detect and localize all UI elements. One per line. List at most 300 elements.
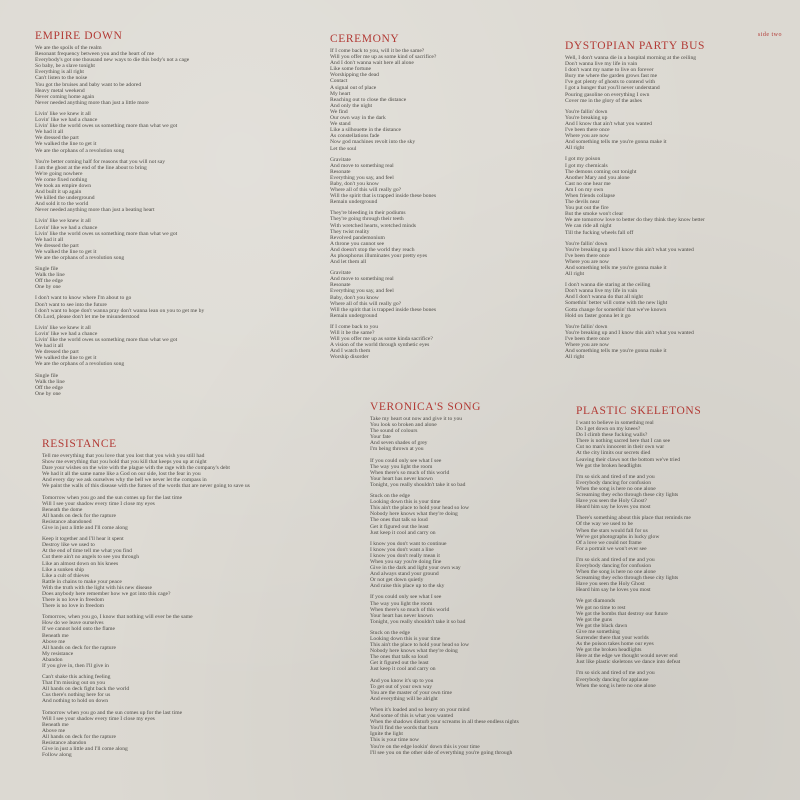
lyric-line: There is no love in freedom — [42, 603, 104, 610]
lyric-line: With wretched hearts, wretched minds — [330, 222, 416, 229]
lyric-line: That I'm missing out on you — [42, 680, 106, 687]
lyric-line: Can't shake this aching feeling — [42, 674, 111, 681]
lyric-line: The way you light the room — [370, 600, 433, 607]
lyric-line: And raise this place up to the sky — [370, 583, 445, 590]
lyric-line: We killed the underground — [35, 195, 95, 202]
lyric-line: And always stand your ground — [370, 571, 439, 578]
lyric-line: We paint the walls of this disease with the fumes of the words that are never going to save us — [42, 483, 250, 490]
lyric-line: Here at the edge we thought would never end — [576, 653, 678, 660]
lyrics-block — [565, 55, 785, 360]
lyric-line: Do I get down on my knees? — [576, 426, 641, 433]
lyric-line: I've been there once — [565, 335, 610, 342]
lyric-line: The sound of colours — [370, 428, 418, 435]
lyric-line: At the city limits our secrets died — [576, 450, 651, 457]
lyric-line: They're going through their teeth — [330, 216, 404, 223]
lyric-line: Tonight, you really shouldn't take it so bad — [370, 481, 466, 488]
lyric-line: All hands on deck for the rapture — [42, 733, 116, 740]
lyric-line: And every day we ask ourselves why the bell we never let the compass in — [42, 477, 207, 484]
lyrics-block — [330, 48, 560, 361]
lyric-line: Cover me in the glory of the ashes — [565, 97, 642, 104]
lyric-line: We got the black dawn — [576, 622, 628, 629]
lyric-line: Give in the dark and light your own way — [370, 565, 461, 572]
song-title: EMPIRE DOWN — [35, 30, 123, 42]
lyric-line: Leaving their claws not the bottom we've tried — [576, 456, 680, 463]
lyric-line: I got a hunger that you'll never understand — [565, 85, 660, 92]
lyric-line: We got the guns — [576, 616, 613, 623]
lyric-line: Pouring gasoline on everything I own — [565, 91, 650, 98]
lyric-line: When it's loaded and so heavy on your mind — [370, 706, 470, 713]
lyric-line: Lovin' like we had a chance — [35, 330, 98, 337]
lyric-line: Will I see your shadow every time I close my eyes — [42, 715, 155, 722]
lyric-line: Just keep it cool and carry on — [370, 529, 436, 536]
lyric-line: Off the edge — [35, 384, 63, 391]
lyric-line: Never needed anything more than just a little more — [35, 99, 149, 106]
lyric-line: Nobody here knows what they're doing — [370, 511, 458, 518]
lyric-line: The ones that talk so loud — [370, 517, 428, 524]
lyric-line: Will you offer me up as some kind of sacrifice? — [330, 54, 437, 61]
lyric-line: They twist reality — [330, 228, 370, 235]
lyric-line: When the shadows disturb your screams in all these endless nights — [370, 719, 519, 726]
lyric-line: And something tells me you're gonna make it — [565, 348, 667, 355]
lyric-line: And I don't wanna wait here all alone — [330, 60, 414, 67]
lyric-line: A vision of the world through synthetic eyes — [330, 342, 430, 349]
lyric-line: This ain't the place to hold your head so low — [370, 505, 470, 512]
lyric-line: Everything you say, and feel — [330, 174, 394, 181]
lyric-line: We walked the line to get it — [35, 248, 97, 255]
lyric-line: Cus there's nothing here for us — [42, 692, 111, 699]
lyric-line: All right — [565, 145, 585, 152]
lyric-line: And sold it to the world — [35, 201, 89, 208]
lyric-line: We find — [330, 108, 348, 115]
lyric-line: And everything will be alright — [370, 695, 438, 702]
song-dystopian-party-bus — [565, 40, 785, 360]
lyric-line: Reaching out to close the distance — [330, 96, 407, 103]
lyric-line: Have you seen the Holy Ghost? — [576, 498, 647, 505]
lyric-line: Somethin' better will come with the new light — [565, 300, 668, 307]
lyric-line: Walk the line — [35, 272, 65, 279]
lyric-line: All hands on deck for the rapture — [42, 644, 116, 651]
lyric-line: Bury me where the garden grows fast me — [565, 73, 658, 80]
lyric-line: Single file — [35, 266, 59, 273]
lyric-line: I know you don't want to continue — [370, 540, 447, 547]
lyric-line: Cast no one hear me — [565, 180, 611, 187]
lyric-line: The ones that talk so loud — [370, 654, 428, 661]
song-empire-down — [35, 30, 335, 397]
lyric-line: And some of this is what you wanted — [370, 713, 454, 720]
lyric-line: Looking down this is your time — [370, 499, 441, 506]
lyric-line: The way you light the room — [370, 463, 433, 470]
lyric-line: Everybody dancing for applause — [576, 676, 649, 683]
lyric-line: I got my poison — [565, 156, 601, 163]
lyric-line: Revolved pandemonium — [330, 234, 385, 241]
lyric-line: Oh Lord, please don't let me be misunderstood — [35, 313, 140, 320]
lyric-line: Get it figured out the least — [370, 523, 429, 530]
lyric-line: Beneath me — [42, 632, 69, 639]
lyric-line: And something tells me you're gonna make it — [565, 139, 667, 146]
lyric-line: There's something about this place that reminds me — [576, 515, 691, 522]
lyric-line: Heard him say he loves you most — [576, 587, 651, 594]
lyric-line: If I come back to you — [330, 323, 378, 330]
lyric-line: Will it be the same? — [330, 330, 375, 337]
lyric-line: Tonight, you really shouldn't take it so bad — [370, 618, 466, 625]
song-title: RESISTANCE — [42, 438, 117, 450]
lyric-line: Don't want to see into the future — [35, 301, 107, 308]
lyric-line: Nobody here knows what they're doing — [370, 648, 458, 655]
lyric-line: But the smoke won't clear — [565, 211, 624, 218]
lyric-line: Baby, don't you know — [330, 180, 379, 187]
lyric-line: I'm so sick and tired of me and you — [576, 556, 655, 563]
lyric-line: You are the master of your own time — [370, 689, 452, 696]
lyric-line: Does anybody here remember how we got into this cage? — [42, 590, 171, 597]
lyric-line: Livin' like we knew it all — [35, 218, 91, 225]
lyric-line: When the song is here no one alone — [576, 682, 656, 689]
lyric-line: At the end of time tell me what you find — [42, 548, 132, 555]
lyric-line: The demons coming out tonight — [565, 168, 637, 175]
lyric-line: Your heart has never known — [370, 612, 433, 619]
lyrics-block — [35, 45, 335, 397]
lyric-line: Everybody dancing for confusion — [576, 479, 652, 486]
lyric-line: All hands on deck fight back the world — [42, 686, 130, 693]
lyric-line: Like a silhouette in the distance — [330, 127, 401, 134]
lyric-line: Contact — [330, 78, 348, 85]
lyric-line: We are the spoils of the realm — [35, 45, 102, 51]
lyric-line: Can't listen to the noise — [35, 75, 88, 82]
lyric-line: Give me something — [576, 628, 620, 635]
song-resistance — [42, 438, 342, 758]
lyric-line: We stand — [330, 121, 351, 128]
lyric-line: Worship disorder — [330, 354, 369, 361]
lyric-line: We dressed the part — [35, 135, 79, 142]
lyric-line: Just like plastic skeletons we dance into defeat — [576, 659, 681, 666]
lyric-line: When friends collapse — [565, 192, 616, 199]
lyric-line: We walked the line to get it — [35, 141, 97, 148]
lyric-line: We had it all the same name like a God on our side, lost the fear in you — [42, 471, 201, 478]
lyric-line: And built it up again — [35, 189, 82, 196]
lyric-line: I've been there once — [565, 127, 610, 134]
lyric-line: Livin' like the world owes us something more than what we got — [35, 230, 178, 237]
lyric-line: Let the soul — [330, 145, 357, 152]
lyric-line: We dressed the part — [35, 349, 79, 356]
lyric-line: Where all of this will really go? — [330, 300, 402, 307]
lyric-line: When the song is here no one alone — [576, 569, 656, 576]
lyric-line: When the song is here no one alone — [576, 485, 656, 492]
lyric-line: Ignite the light — [370, 731, 403, 738]
lyric-line: You look so broken and alone — [370, 422, 437, 429]
lyric-line: Cut no man's innocent in their own war — [576, 444, 665, 451]
lyric-line: We got the bombs that destroy our future — [576, 610, 668, 617]
lyric-line: You're better coming half for reasons that you will not say — [35, 158, 166, 165]
lyric-line: Will you offer me up as some kinda sacrifice? — [330, 336, 433, 343]
lyrics-block — [42, 453, 342, 758]
lyric-line: Rattle in chains to make your peace — [42, 578, 122, 585]
lyric-line: If you could only see what I see — [370, 594, 442, 601]
lyric-line: Single file — [35, 372, 59, 379]
lyric-line: You'll find the words that burn — [370, 725, 439, 732]
lyric-line: Like an almost down on his knees — [42, 560, 119, 567]
lyric-line: Remain underground — [330, 312, 378, 319]
lyric-line: We had it all — [35, 343, 64, 350]
lyric-line: One by one — [35, 390, 61, 397]
lyric-line: Baby, don't you know — [330, 294, 379, 301]
lyric-line: Another Mary and you alone — [565, 174, 630, 181]
lyric-line: Like a sunken ship — [42, 566, 85, 573]
lyric-line: Resonant frequency between you and the heart of me — [35, 51, 154, 58]
song-title: DYSTOPIAN PARTY BUS — [565, 40, 706, 52]
lyric-line: And seven shades of grey — [370, 440, 428, 447]
lyric-line: With the truth with the light with his new disease — [42, 584, 152, 591]
lyric-line: You're fallin' down — [565, 240, 608, 247]
lyrics-block — [370, 416, 580, 756]
lyric-line: And I watch them — [330, 348, 371, 355]
lyric-line: Am I on my own — [565, 186, 604, 193]
lyric-line: Your heart has never known — [370, 475, 433, 482]
lyric-line: Everybody dancing for confusion — [576, 562, 652, 569]
lyric-line: For a portrait we won't ever see — [576, 545, 647, 552]
lyric-line: We got no time to rest — [576, 604, 626, 611]
lyric-line: Have you seen the Holy Ghost — [576, 581, 645, 588]
lyric-line: If you give in, then I'll give in — [42, 663, 109, 669]
lyric-line: Never coming home again — [35, 93, 95, 100]
lyric-line: Livin' like the world owes us something more than what we got — [35, 123, 178, 130]
lyric-line: Heavy metal weekend — [35, 87, 85, 94]
lyric-line: And I know that ain't what you wanted — [565, 120, 652, 127]
lyric-line: Heard him say he loves you most — [576, 504, 651, 511]
lyric-line: You got the bruises and baby want to be adored — [35, 81, 142, 88]
lyric-line: You're breaking up and I know this ain't what you wanted — [565, 329, 694, 336]
lyric-line: We dressed the part — [35, 242, 79, 249]
lyric-line: Never needed anything more than just a beating heart — [35, 207, 155, 214]
lyric-line: We are the orphans of a revolution song — [35, 361, 125, 368]
lyric-line: You're fallin' down — [565, 108, 608, 115]
lyric-line: Everybody's got one thousand new ways to die this body's not a cage — [35, 57, 190, 64]
lyric-line: You're fallin' down — [565, 323, 608, 330]
lyric-line: Screaming they echo through these city lights — [576, 575, 679, 582]
song-title: CEREMONY — [330, 33, 400, 45]
lyric-line: Looking down this is your time — [370, 636, 441, 642]
lyric-line: Tomorrow when you go and the sun comes up for the last time — [42, 494, 183, 501]
song-ceremony — [330, 33, 560, 361]
lyric-line: Screaming they echo through these city lights — [576, 492, 679, 499]
lyric-line: And nothing to hold on down — [42, 698, 109, 705]
lyric-line: Give in just a little and I'll come along — [42, 525, 128, 532]
lyric-line: Of the way we used to be — [576, 521, 633, 528]
lyric-line: We are tomorrow love to better do they think they know better — [565, 217, 705, 224]
lyric-line: Like a cult of thieves — [42, 572, 90, 579]
lyric-line: And doesn't stop the world they reach — [330, 246, 415, 253]
lyric-line: I got my chemicals — [565, 162, 608, 169]
lyric-line: Till the fucking wheels fall off — [565, 229, 634, 236]
lyric-line: Gravitate — [330, 156, 351, 163]
lyric-line: Everything you say, and feel — [330, 288, 394, 295]
lyric-line: A signal out of place — [330, 84, 377, 91]
lyric-line: There is nothing sacred here that I can see — [576, 438, 671, 445]
lyric-line: Get it figured out the least — [370, 660, 429, 667]
lyric-line: Take my heart out now and give it to you — [370, 416, 463, 422]
lyric-line: Gravitate — [330, 270, 351, 277]
lyric-line: Off the edge — [35, 278, 63, 285]
lyric-line: And you know it's up to you — [370, 677, 434, 684]
lyric-line: Well, I don't wanna die in a hospital morning at the ceiling — [565, 55, 697, 61]
lyric-line: Above me — [42, 727, 66, 734]
lyric-line: I've been there once — [565, 252, 610, 259]
lyric-line: Tell me everything that you love that you lost that you wish you still had — [42, 453, 205, 459]
lyric-line: Cut there ain't no angels to see you through — [42, 554, 140, 561]
lyric-line: We come fixed nothing — [35, 176, 88, 183]
lyric-line: We're going nowhere — [35, 170, 83, 177]
lyric-line: I know you don't really mean it — [370, 552, 440, 559]
lyrics-block — [576, 420, 786, 689]
lyric-line: Show me everything that you hold that you kill that keeps you up at night — [42, 459, 207, 466]
lyric-line: Will I see your shadow every time I close my eyes — [42, 500, 155, 507]
lyric-line: Just keep it cool and carry on — [370, 666, 436, 673]
lyric-line: We had it all — [35, 129, 64, 136]
lyric-line: Your fate — [370, 434, 391, 441]
lyric-line: When you say you're doing fine — [370, 558, 442, 565]
lyric-line: And move to something real — [330, 276, 394, 283]
lyric-line: Now god machines revolt into the sky — [330, 139, 416, 146]
lyric-line: I've got plenty of ghosts to contend with — [565, 79, 656, 86]
lyric-line: A throne you cannot see — [330, 240, 385, 247]
lyric-line: Like some fortune — [330, 66, 372, 73]
lyric-line: Gotta change for somethin' that we've known — [565, 306, 667, 313]
lyric-line: We are the orphans of a revolution song — [35, 255, 125, 261]
lyric-line: There is no love in freedom — [42, 597, 104, 604]
lyric-line: If you could only see what I see — [370, 457, 442, 464]
lyric-line: Resistance abandon — [42, 740, 87, 747]
lyric-line: Everything is all right — [35, 69, 84, 76]
lyric-line: Beneath the dome — [42, 506, 83, 513]
lyric-line: Livin' like we knew it all — [35, 324, 91, 331]
song-plastic-skeletons — [576, 405, 786, 689]
lyric-line: Beneath me — [42, 721, 69, 728]
lyric-line: We've got photographs in lucky glow — [576, 533, 660, 540]
lyric-line: They're bleeding in their podiums — [330, 210, 406, 217]
lyric-line: We are the orphans of a revolution song — [35, 147, 125, 154]
lyric-line: So baby, be a slave tonight — [35, 63, 95, 70]
lyric-line: And move to something real — [330, 162, 394, 169]
lyric-line: My heart — [330, 90, 351, 97]
lyric-line: My resistance — [42, 650, 74, 657]
lyric-line: Livin' like the world owes us something more than what we got — [35, 337, 178, 344]
lyric-line: We had it all — [35, 236, 64, 243]
lyric-line: If we cannot hold onto the flame — [42, 626, 116, 633]
lyric-line: Our own way in the dark — [330, 115, 386, 122]
lyric-line: I don't wanna die staring at the ceiling — [565, 282, 651, 289]
lyric-line: Resonate — [330, 282, 351, 289]
lyric-line: I'm so sick and tired of me and you — [576, 473, 655, 480]
lyric-line: Don't wanna live my life in vain — [565, 288, 638, 295]
lyric-line: Surrender there that your worlds — [576, 635, 649, 641]
lyric-line: And let them all — [330, 259, 367, 266]
lyric-line: This is your time now — [370, 737, 420, 744]
lyric-line: Will the spirit that is trapped inside these bones — [330, 193, 437, 200]
song-title: PLASTIC SKELETONS — [576, 405, 702, 417]
lyric-line: We took an empire down — [35, 182, 92, 189]
lyric-line: Above me — [42, 638, 66, 645]
lyric-line: All right — [565, 354, 585, 361]
lyric-line: Where all of this will really go? — [330, 187, 402, 194]
lyric-line: Destroy like we used to — [42, 542, 95, 549]
lyric-line: Stuck on the edge — [370, 493, 410, 500]
lyric-line: You're breaking up — [565, 114, 608, 121]
lyric-line: When there's so much of this world — [370, 469, 450, 476]
lyric-line: Remain underground — [330, 199, 378, 206]
lyric-line: As the poison takes home our eyes — [576, 641, 654, 648]
song-veronicas-song — [370, 401, 580, 756]
lyric-line: Resonate — [330, 168, 351, 175]
lyric-line: All right — [565, 271, 585, 278]
lyric-line: Do I climb these fucking walls? — [576, 432, 648, 439]
lyric-line: The devils near — [565, 199, 600, 206]
lyric-line: Stuck on the edge — [370, 629, 410, 636]
song-title: VERONICA'S SONG — [370, 401, 482, 413]
lyric-line: Where you are now — [565, 342, 609, 349]
lyric-line: As constellations fade — [330, 133, 380, 140]
lyric-line: As phosphorus illuminates your pretty eyes — [330, 253, 428, 259]
lyric-line: Livin' like we knew it all — [35, 110, 91, 117]
lyric-line: Where you are now — [565, 133, 609, 140]
lyric-line: Resistance abandoned — [42, 518, 92, 525]
lyric-line: When the stars would fall for us — [576, 527, 648, 534]
lyric-line: You put out the fire — [565, 205, 609, 212]
lyric-line: Don't wanna live my life in vain — [565, 61, 638, 68]
lyric-line: You're on the edge lookin' down this is your time — [370, 743, 480, 750]
lyric-line: I want to believe in something real — [576, 420, 654, 426]
lyric-line: This ain't the place to hold your head so low — [370, 642, 470, 649]
lyric-line: When there's so much of this world — [370, 606, 450, 613]
lyric-line: If I come back to you, will it be the same? — [330, 48, 425, 54]
lyric-line: How do we leave ourselves — [42, 620, 104, 627]
lyric-line: All hands on deck for the rapture — [42, 512, 116, 519]
lyric-line: And I don't wanna do that all night — [565, 294, 643, 301]
lyric-line: Tomorrow, when you go, I know that nothing will ever be the same — [42, 614, 193, 621]
lyric-line: I'm so sick and tired of me and you — [576, 670, 655, 677]
lyric-line: I don't want my name to live on forever — [565, 67, 654, 74]
lyric-line: And only the night — [330, 102, 373, 109]
lyric-line: I'm being thrown at you — [370, 446, 424, 453]
lyric-line: I don't want to know where I'm about to go — [35, 295, 132, 302]
lyric-line: Walk the line — [35, 378, 65, 385]
lyric-line: To get out of your own way — [370, 683, 433, 690]
lyric-line: I don't want to hope don't wanna pray don't wanna lean on you to get me by — [35, 307, 205, 314]
lyric-line: Give in just a little and I'll come along — [42, 746, 128, 753]
lyric-line: Will the spirit that is trapped inside these bones — [330, 306, 437, 313]
lyric-line: Follow along — [42, 752, 72, 759]
lyric-line: We can ride all night — [565, 223, 612, 230]
lyric-line: I am the ghost at the end of the line about to bring — [35, 164, 147, 171]
lyric-line: Dare your wishes on the wire with the plague with the rage with the company's debt — [42, 465, 230, 472]
side-label: side two — [757, 32, 782, 38]
lyric-line: Keep it together and I'll hear it spent — [42, 536, 124, 543]
lyric-line: Tomorrow when you go and the sun comes up for the last time — [42, 709, 183, 716]
lyric-line: You're breaking up and I know this ain't what you wanted — [565, 246, 694, 253]
lyric-line: Of a love we could not frame — [576, 539, 642, 546]
lyric-line: Where you are now — [565, 258, 609, 265]
lyric-line: Lovin' like we had a chance — [35, 224, 98, 231]
lyric-line: Lovin' like we had a chance — [35, 117, 98, 124]
lyric-line: I'll see you on the other side of everything you're going through — [370, 749, 513, 756]
lyric-line: We got diamonds — [576, 598, 616, 605]
lyric-line: Abandon — [42, 656, 63, 663]
lyric-line: We got the broken headlights — [576, 647, 642, 654]
lyric-line: We got the broken headlights — [576, 462, 642, 469]
lyric-line: Worshipping the dead — [330, 72, 379, 79]
lyric-line: And something tells me you're gonna make it — [565, 265, 667, 271]
lyric-line: Hold on faster gonna let it go — [565, 312, 631, 319]
lyric-line: Or not get down quietly — [370, 577, 424, 584]
lyric-line: I know you don't want a line — [370, 546, 434, 553]
lyric-line: We walked the line to get it — [35, 355, 97, 362]
